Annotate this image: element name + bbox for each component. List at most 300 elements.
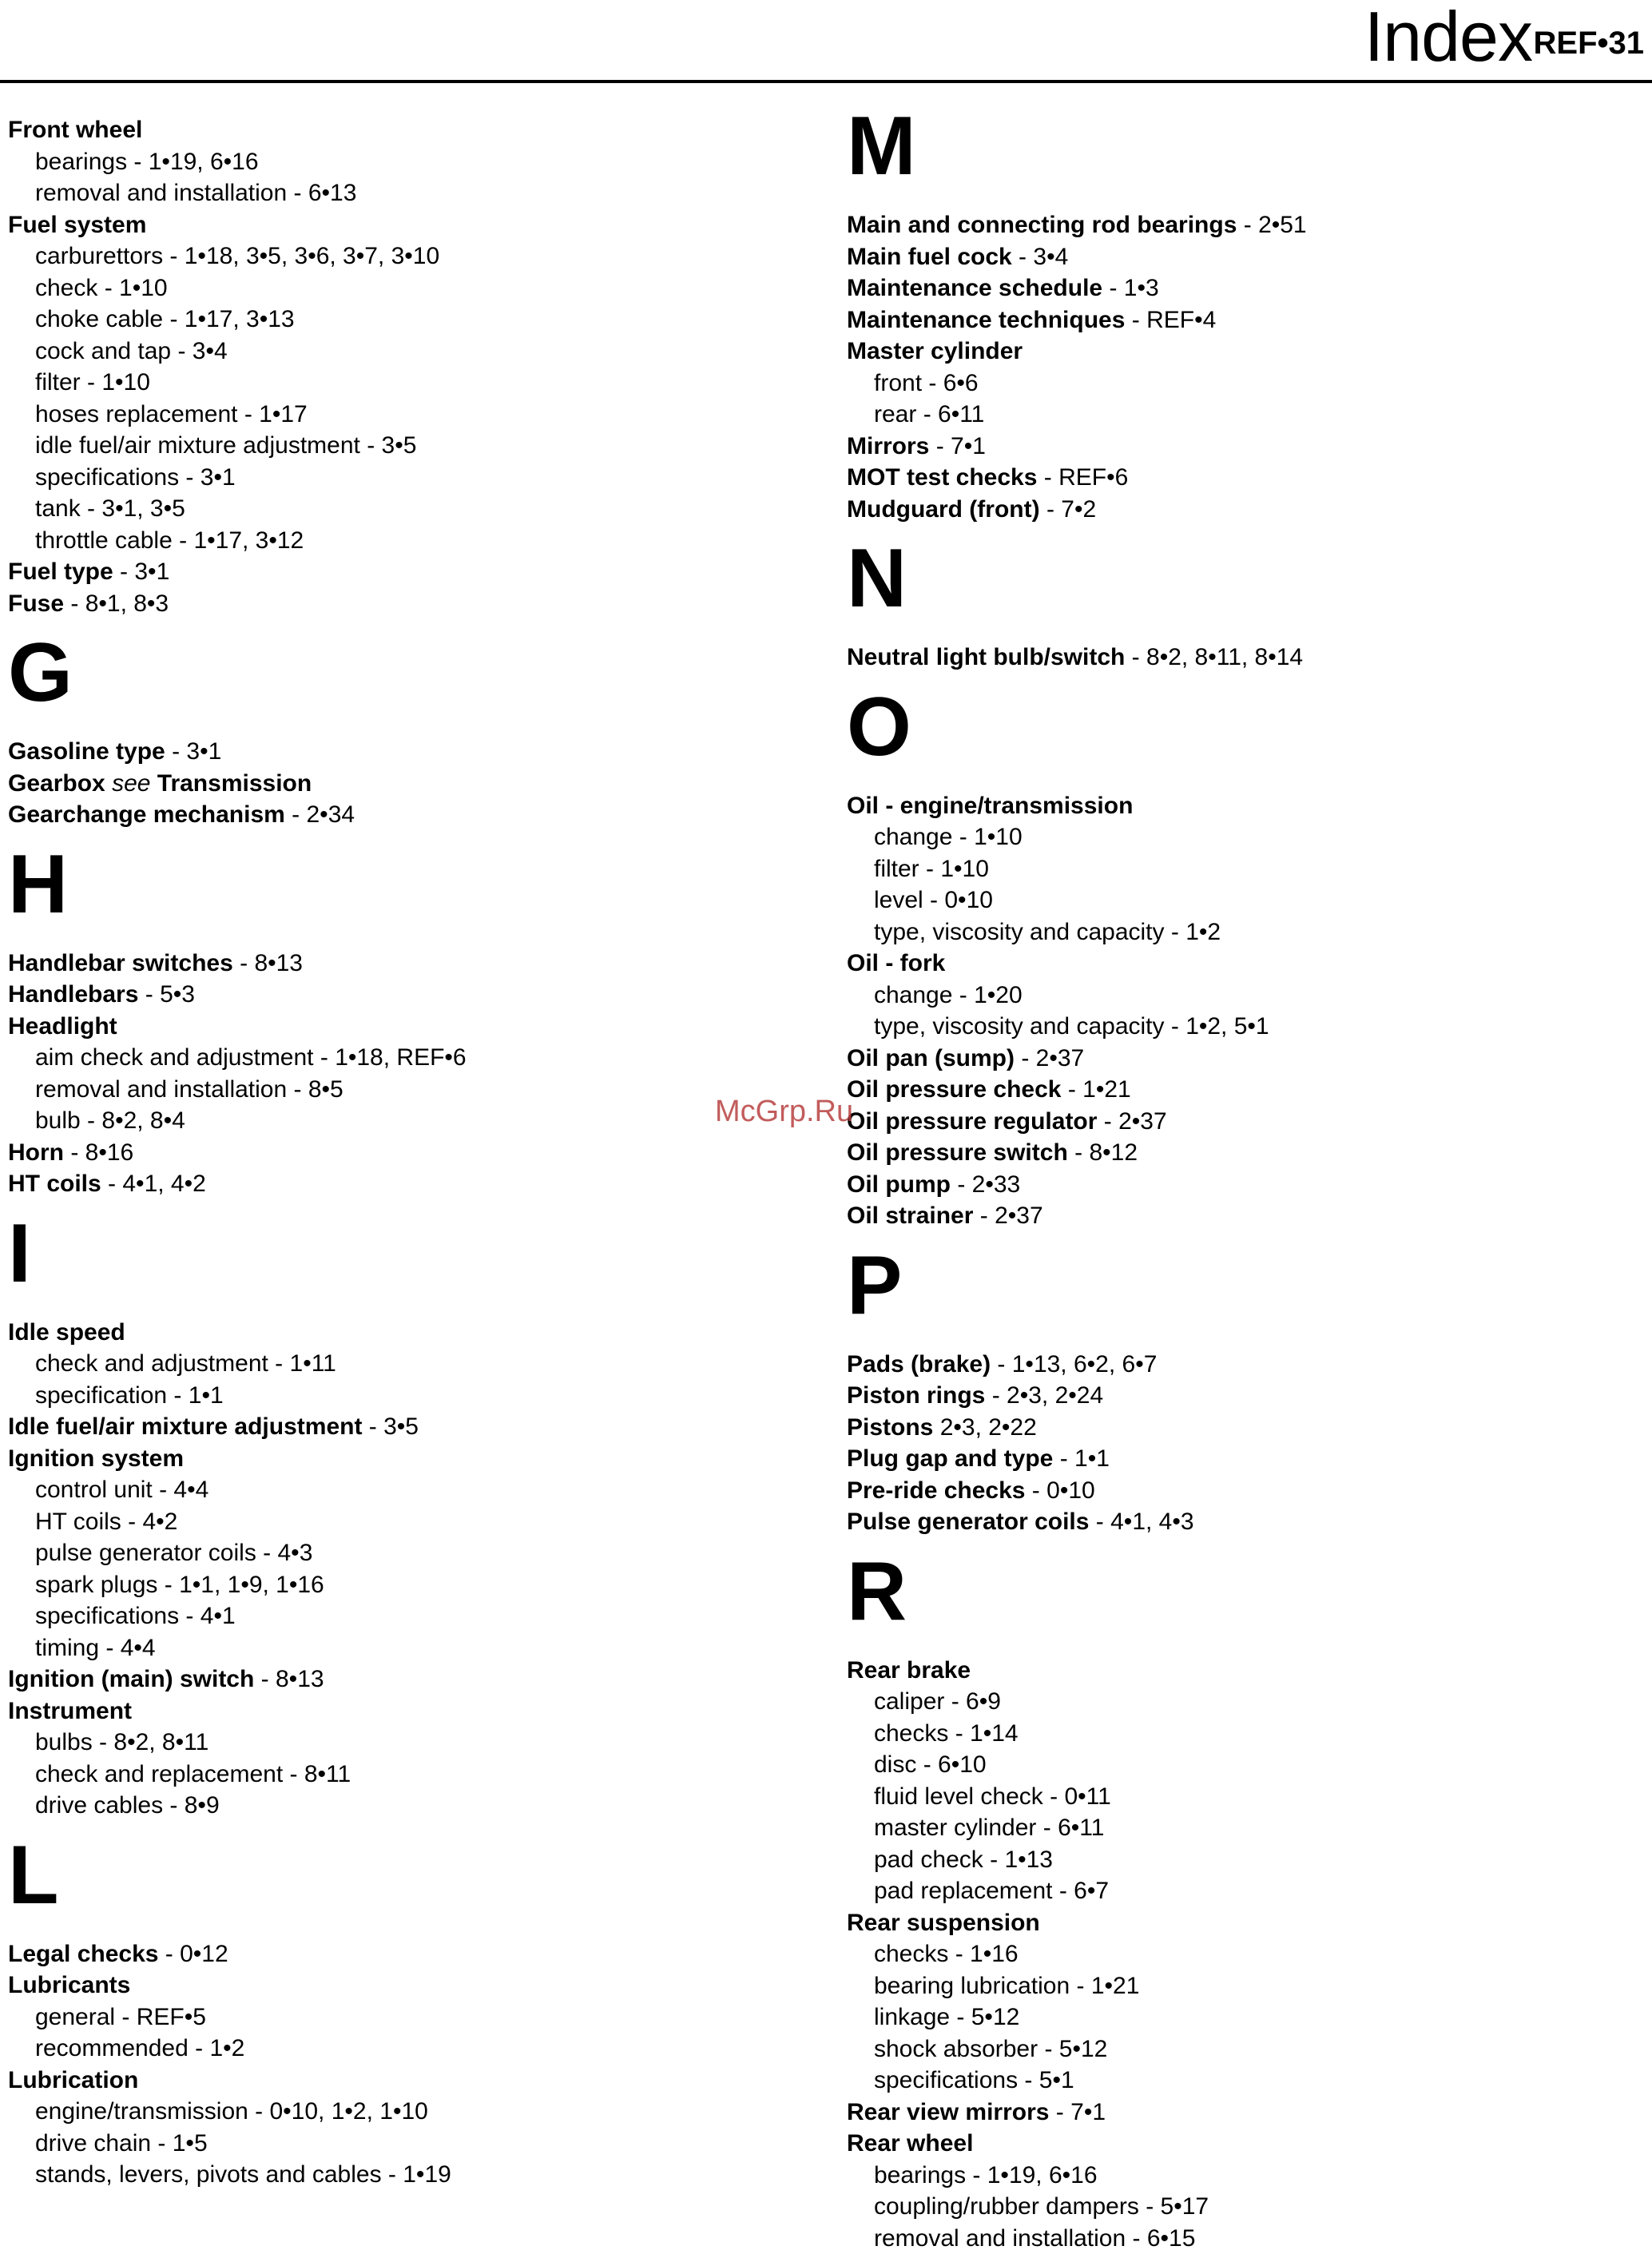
- index-term: Fuel type: [8, 559, 113, 585]
- page-reference: 8•12: [1089, 1139, 1138, 1166]
- index-term: filter: [35, 369, 81, 396]
- index-entry: [847, 336, 1646, 368]
- index-term: Rear wheel: [847, 2130, 973, 2157]
- page-reference: REF•31: [1534, 27, 1645, 59]
- page-reference: 1•13, 6•2, 6•7: [1012, 1351, 1158, 1377]
- index-subentry: master cylinder - 6•11: [847, 1812, 1646, 1844]
- page-reference: 1•16: [970, 1941, 1019, 1967]
- index-subentry: shock absorber - 5•12: [847, 2033, 1646, 2065]
- page-reference: 1•21: [1091, 1973, 1140, 1999]
- index-term: pulse generator coils: [35, 1540, 256, 1566]
- page-reference: REF•6: [1058, 464, 1128, 491]
- index-term: bearing lubrication: [874, 1973, 1070, 1999]
- index-subentry: disc - 6•10: [847, 1749, 1646, 1781]
- index-term: bearings: [874, 2162, 966, 2188]
- index-entry: [847, 1412, 1646, 1444]
- index-term: caliper: [874, 1688, 944, 1715]
- page-reference: 0•10: [944, 887, 993, 913]
- index-subentry: removal and installation - 6•13: [8, 177, 807, 209]
- page-reference: 5•12: [971, 2004, 1020, 2030]
- page-reference: 1•2: [209, 2035, 244, 2061]
- page-reference: 3•1: [186, 738, 221, 765]
- index-term: Rear suspension: [847, 1910, 1040, 1936]
- page-reference: 1•10: [119, 275, 168, 301]
- page-reference: 1•10: [974, 824, 1023, 850]
- index-term: Rear brake: [847, 1657, 971, 1684]
- page-reference: 2•3, 2•22: [940, 1414, 1037, 1441]
- index-entry: Oil pan (sump) - 2•37: [847, 1043, 1646, 1075]
- index-entry: [847, 2128, 1646, 2160]
- index-term: Oil - engine/transmission: [847, 793, 1133, 819]
- index-subentry: front - 6•6: [847, 368, 1646, 400]
- index-term: pad check: [874, 1847, 983, 1873]
- index-term: level: [874, 887, 923, 913]
- index-term: Maintenance techniques: [847, 307, 1125, 333]
- index-entry: Handlebar switches - 8•13: [8, 948, 807, 980]
- page-title: Index: [1364, 0, 1532, 77]
- page-reference: 3•1: [134, 559, 169, 585]
- index-term: checks: [874, 1720, 948, 1747]
- page-reference: 1•14: [970, 1720, 1019, 1747]
- index-subentry: idle fuel/air mixture adjustment - 3•5: [8, 430, 807, 462]
- index-term: change: [874, 982, 952, 1008]
- index-term: aim check and adjustment: [35, 1044, 314, 1071]
- index-term: Oil pressure check: [847, 1076, 1061, 1103]
- index-subentry: checks - 1•14: [847, 1718, 1646, 1750]
- page-reference: 0•12: [180, 1941, 228, 1967]
- page-reference: 8•16: [85, 1139, 134, 1166]
- page-reference: 1•20: [974, 982, 1023, 1008]
- index-term: hoses replacement: [35, 401, 237, 427]
- index-term: Pistons: [847, 1414, 933, 1441]
- index-column-left: [8, 114, 807, 2191]
- index-entry: MOT test checks - REF•6: [847, 462, 1646, 494]
- index-term: Oil pressure regulator: [847, 1108, 1097, 1135]
- index-term: Pads (brake): [847, 1351, 991, 1377]
- index-term: engine/transmission: [35, 2098, 248, 2125]
- index-subentry: pulse generator coils - 4•3: [8, 1537, 807, 1569]
- index-term: carburettors: [35, 243, 163, 269]
- index-entry: Pre-ride checks - 0•10: [847, 1475, 1646, 1507]
- page-reference: 1•18, REF•6: [335, 1044, 466, 1071]
- page-reference: 4•1, 4•3: [1110, 1509, 1193, 1535]
- index-term: pad replacement: [874, 1878, 1052, 1904]
- index-subentry: caliper - 6•9: [847, 1686, 1646, 1718]
- page-reference: 5•1: [1039, 2067, 1074, 2093]
- index-term: check and replacement: [35, 1761, 283, 1787]
- index-term: drive chain: [35, 2130, 151, 2157]
- section-letter: H: [8, 842, 807, 938]
- page-reference: 1•18, 3•5, 3•6, 3•7, 3•10: [185, 243, 439, 269]
- index-term: front: [874, 370, 922, 396]
- index-term: Horn: [8, 1139, 64, 1166]
- index-subentry: choke cable - 1•17, 3•13: [8, 304, 807, 336]
- index-subentry: pad replacement - 6•7: [847, 1875, 1646, 1907]
- page-reference: 1•19, 6•16: [149, 149, 259, 175]
- index-term: general: [35, 2004, 115, 2030]
- page-reference: 4•1, 4•2: [122, 1171, 205, 1197]
- index-subentry: specifications - 5•1: [847, 2065, 1646, 2097]
- index-subentry: HT coils - 4•2: [8, 1506, 807, 1538]
- index-subentry: change - 1•20: [847, 980, 1646, 1012]
- index-term: tank: [35, 495, 81, 522]
- index-term: master cylinder: [874, 1815, 1036, 1841]
- index-term: Lubricants: [8, 1972, 130, 1998]
- page-reference: 2•37: [1118, 1108, 1167, 1135]
- index-term: Oil strainer: [847, 1203, 973, 1229]
- index-subentry: bulb - 8•2, 8•4: [8, 1105, 807, 1137]
- index-term: check and adjustment: [35, 1350, 268, 1377]
- index-subentry: hoses replacement - 1•17: [8, 399, 807, 431]
- index-subentry: filter - 1•10: [847, 853, 1646, 885]
- index-entry: Mudguard (front) - 7•2: [847, 494, 1646, 526]
- index-term: Piston rings: [847, 1382, 985, 1409]
- page-reference: 4•4: [121, 1635, 156, 1661]
- index-entry: Maintenance schedule - 1•3: [847, 272, 1646, 304]
- index-term: Mirrors: [847, 433, 929, 459]
- index-entry: Ignition (main) switch - 8•13: [8, 1664, 807, 1695]
- page-reference: 8•2, 8•11: [113, 1729, 208, 1755]
- index-entry: Oil pump - 2•33: [847, 1169, 1646, 1201]
- index-entry: Fuel type - 3•1: [8, 556, 807, 588]
- index-subentry: coupling/rubber dampers - 5•17: [847, 2191, 1646, 2223]
- index-entry: Legal checks - 0•12: [8, 1938, 807, 1970]
- index-term: Pre-ride checks: [847, 1477, 1025, 1504]
- index-term: type, viscosity and capacity: [874, 1013, 1165, 1040]
- index-term: Oil - fork: [847, 950, 945, 976]
- index-entry: [8, 1695, 807, 1727]
- index-term: Gearbox: [8, 770, 105, 797]
- index-entry: Oil pressure check - 1•21: [847, 1074, 1646, 1106]
- page-reference: 3•5: [383, 1413, 419, 1440]
- index-entry: [8, 1443, 807, 1475]
- index-entry: [847, 1655, 1646, 1687]
- section-letter: R: [847, 1549, 1646, 1645]
- index-subentry: timing - 4•4: [8, 1632, 807, 1664]
- index-term: shock absorber: [874, 2036, 1038, 2062]
- index-term: coupling/rubber dampers: [874, 2193, 1139, 2220]
- page-reference: 1•10: [940, 856, 989, 882]
- index-term: specification: [35, 1382, 167, 1409]
- index-term: specifications: [874, 2067, 1018, 2093]
- index-term: Oil pressure switch: [847, 1139, 1068, 1166]
- page-reference: 8•2, 8•4: [101, 1107, 185, 1134]
- page-reference: 8•1, 8•3: [85, 590, 169, 617]
- index-entry: Piston rings - 2•3, 2•24: [847, 1380, 1646, 1412]
- index-term: control unit: [35, 1477, 153, 1503]
- index-term: bearings: [35, 149, 127, 175]
- index-subentry: general - REF•5: [8, 2002, 807, 2033]
- section-letter: M: [847, 104, 1646, 200]
- page-reference: 5•3: [160, 981, 195, 1008]
- page-reference: 0•10: [1046, 1477, 1095, 1504]
- watermark: McGrp.Ru: [715, 1095, 853, 1129]
- index-column-right: [847, 104, 1646, 2254]
- page-reference: 1•3: [1124, 275, 1159, 301]
- index-subentry: drive chain - 1•5: [8, 2128, 807, 2160]
- index-entry: [8, 1970, 807, 2002]
- index-term: bulbs: [35, 1729, 93, 1755]
- page-reference: 8•11: [304, 1761, 351, 1787]
- page-reference: 0•11: [1064, 1783, 1110, 1810]
- index-subentry: check and replacement - 8•11: [8, 1759, 807, 1791]
- index-term: Front wheel: [8, 117, 142, 143]
- index-subentry: bulbs - 8•2, 8•11: [8, 1727, 807, 1759]
- page-reference: 7•2: [1061, 496, 1096, 523]
- index-term: Master cylinder: [847, 338, 1023, 364]
- index-term: removal and installation: [35, 1076, 287, 1103]
- index-term: Maintenance schedule: [847, 275, 1102, 301]
- index-term: type, viscosity and capacity: [874, 919, 1165, 945]
- index-subentry: removal and installation - 8•5: [8, 1074, 807, 1106]
- page-reference: 1•2, 5•1: [1185, 1013, 1269, 1040]
- index-entry: Mirrors - 7•1: [847, 431, 1646, 463]
- page-reference: 3•4: [1033, 244, 1068, 270]
- index-subentry: drive cables - 8•9: [8, 1790, 807, 1822]
- index-term: Main fuel cock: [847, 244, 1012, 270]
- see-reference: see: [112, 770, 150, 797]
- index-subentry: change - 1•10: [847, 821, 1646, 853]
- index-subentry: check and adjustment - 1•11: [8, 1348, 807, 1380]
- index-term: Gasoline type: [8, 738, 165, 765]
- page-reference: 6•10: [938, 1751, 987, 1778]
- index-entry: [847, 948, 1646, 980]
- page-reference: 2•37: [995, 1203, 1043, 1229]
- page-reference: 2•3, 2•24: [1007, 1382, 1103, 1409]
- index-subentry: checks - 1•16: [847, 1938, 1646, 1970]
- page-reference: 1•10: [101, 369, 150, 396]
- index-term: rear: [874, 401, 916, 427]
- page-reference: 2•34: [307, 801, 355, 828]
- page-reference: 1•1: [189, 1382, 224, 1409]
- index-term: filter: [874, 856, 919, 882]
- section-letter: O: [847, 685, 1646, 781]
- index-subentry: specification - 1•1: [8, 1380, 807, 1412]
- page-reference: 1•17: [259, 401, 308, 427]
- index-entry: Plug gap and type - 1•1: [847, 1443, 1646, 1475]
- index-term: Headlight: [8, 1013, 117, 1040]
- page-reference: 0•10, 1•2, 1•10: [269, 2098, 427, 2125]
- index-entry: Rear view mirrors - 7•1: [847, 2097, 1646, 2129]
- index-subentry: engine/transmission - 0•10, 1•2, 1•10: [8, 2096, 807, 2128]
- index-term: MOT test checks: [847, 464, 1037, 491]
- index-term: recommended: [35, 2035, 189, 2061]
- index-term: Plug gap and type: [847, 1445, 1053, 1472]
- page-reference: 1•5: [173, 2130, 208, 2157]
- index-term: Main and connecting rod bearings: [847, 212, 1237, 238]
- index-subentry: fluid level check - 0•11: [847, 1781, 1646, 1813]
- index-entry: [8, 114, 807, 146]
- index-term: Idle speed: [8, 1319, 125, 1346]
- index-entry: Idle fuel/air mixture adjustment - 3•5: [8, 1411, 807, 1443]
- index-subentry: aim check and adjustment - 1•18, REF•6: [8, 1042, 807, 1074]
- index-term: idle fuel/air mixture adjustment: [35, 432, 360, 459]
- index-entry: Pads (brake) - 1•13, 6•2, 6•7: [847, 1349, 1646, 1381]
- page-reference: REF•5: [137, 2004, 206, 2030]
- index-subentry: linkage - 5•12: [847, 2002, 1646, 2033]
- index-term: throttle cable: [35, 527, 173, 554]
- index-term: Fuse: [8, 590, 64, 617]
- index-subentry: level - 0•10: [847, 885, 1646, 916]
- page-reference: 6•6: [943, 370, 979, 396]
- index-term: Idle fuel/air mixture adjustment: [8, 1413, 362, 1440]
- index-term: Lubrication: [8, 2067, 138, 2093]
- section-letter: N: [847, 536, 1646, 632]
- page-reference: 1•17, 3•12: [193, 527, 304, 554]
- page-reference: 6•9: [966, 1688, 1001, 1715]
- index-entry: [8, 1011, 807, 1043]
- index-entry: HT coils - 4•1, 4•2: [8, 1168, 807, 1200]
- index-entry: Main fuel cock - 3•4: [847, 241, 1646, 273]
- page-reference: 7•1: [1070, 2099, 1106, 2125]
- index-term: Pulse generator coils: [847, 1509, 1089, 1535]
- page-reference: 4•1: [201, 1603, 236, 1629]
- page-reference: 7•1: [951, 433, 986, 459]
- page-reference: 3•1: [201, 464, 236, 491]
- page-reference: 4•3: [278, 1540, 313, 1566]
- index-term: checks: [874, 1941, 948, 1967]
- index-subentry: cock and tap - 3•4: [8, 336, 807, 368]
- index-subentry: specifications - 3•1: [8, 462, 807, 494]
- index-term: specifications: [35, 464, 179, 491]
- page-reference: 1•1: [1074, 1445, 1110, 1472]
- index-term: Gearchange mechanism: [8, 801, 285, 828]
- index-subentry: control unit - 4•4: [8, 1474, 807, 1506]
- page-header: [0, 0, 1652, 86]
- index-subentry: specifications - 4•1: [8, 1600, 807, 1632]
- page-reference: 6•13: [308, 180, 357, 206]
- index-subentry: bearings - 1•19, 6•16: [847, 2160, 1646, 2192]
- page-reference: 5•12: [1059, 2036, 1108, 2062]
- index-entry: Oil pressure regulator - 2•37: [847, 1106, 1646, 1138]
- index-term: timing: [35, 1635, 99, 1661]
- index-term: linkage: [874, 2004, 950, 2030]
- index-term: choke cable: [35, 306, 163, 332]
- index-term: cock and tap: [35, 338, 171, 364]
- index-term: Instrument: [8, 1698, 132, 1724]
- page-reference: 6•11: [938, 401, 984, 427]
- index-subentry: spark plugs - 1•1, 1•9, 1•16: [8, 1569, 807, 1601]
- index-subentry: bearing lubrication - 1•21: [847, 1970, 1646, 2002]
- index-subentry: check - 1•10: [8, 272, 807, 304]
- index-subentry: bearings - 1•19, 6•16: [8, 146, 807, 178]
- header-divider: [0, 80, 1652, 83]
- page-reference: 1•11: [290, 1350, 336, 1377]
- index-subentry: type, viscosity and capacity - 1•2: [847, 916, 1646, 948]
- index-entry: [8, 2065, 807, 2097]
- index-term: specifications: [35, 1603, 179, 1629]
- page-reference: 1•17, 3•13: [185, 306, 295, 332]
- index-term: Ignition system: [8, 1445, 184, 1472]
- index-subentry: filter - 1•10: [8, 367, 807, 399]
- index-term: Oil pan (sump): [847, 1045, 1015, 1071]
- index-term: Rear view mirrors: [847, 2099, 1049, 2125]
- index-term: Mudguard (front): [847, 496, 1040, 523]
- index-term: bulb: [35, 1107, 81, 1134]
- index-entry: [8, 1317, 807, 1349]
- index-subentry: tank - 3•1, 3•5: [8, 493, 807, 525]
- page-reference: 3•5: [382, 432, 417, 459]
- section-letter: G: [8, 630, 807, 726]
- index-entry: Oil strainer - 2•37: [847, 1200, 1646, 1232]
- page-reference: 8•13: [254, 950, 303, 976]
- index-subentry: stands, levers, pivots and cables - 1•19: [8, 2159, 807, 2191]
- page-reference: 1•13: [1004, 1847, 1053, 1873]
- page-reference: 8•5: [308, 1076, 344, 1103]
- index-term: stands, levers, pivots and cables: [35, 2161, 382, 2188]
- page-reference: 6•15: [1147, 2225, 1196, 2252]
- page-reference: REF•4: [1146, 307, 1216, 333]
- index-term: check: [35, 275, 97, 301]
- index-term: change: [874, 824, 952, 850]
- index-entry: [847, 790, 1646, 822]
- index-term: Fuel system: [8, 212, 146, 238]
- page-reference: 6•11: [1058, 1815, 1104, 1841]
- index-entry: [8, 768, 807, 800]
- index-term: removal and installation: [35, 180, 287, 206]
- index-subentry: throttle cable - 1•17, 3•12: [8, 525, 807, 557]
- index-entry: Handlebars - 5•3: [8, 979, 807, 1011]
- page-reference: 4•4: [173, 1477, 208, 1503]
- index-term: Ignition (main) switch: [8, 1666, 254, 1692]
- index-subentry: type, viscosity and capacity - 1•2, 5•1: [847, 1011, 1646, 1043]
- index-term: Handlebar switches: [8, 950, 233, 976]
- page-reference: 1•21: [1082, 1076, 1131, 1103]
- page-reference: 2•51: [1258, 212, 1307, 238]
- index-term: spark plugs: [35, 1572, 157, 1598]
- index-term: Oil pump: [847, 1171, 951, 1198]
- section-letter: P: [847, 1243, 1646, 1339]
- index-term: HT coils: [8, 1171, 101, 1197]
- index-entry: Fuse - 8•1, 8•3: [8, 588, 807, 620]
- index-term: disc: [874, 1751, 916, 1778]
- page-reference: 5•17: [1161, 2193, 1209, 2220]
- section-letter: L: [8, 1833, 807, 1929]
- page-reference: 8•2, 8•11, 8•14: [1146, 644, 1303, 670]
- index-term: HT coils: [35, 1509, 121, 1535]
- index-term: drive cables: [35, 1792, 163, 1819]
- page-reference: 8•13: [276, 1666, 324, 1692]
- page-reference: 1•2: [1185, 919, 1221, 945]
- page-reference: 4•2: [142, 1509, 177, 1535]
- index-entry: Maintenance techniques - REF•4: [847, 304, 1646, 336]
- index-entry: Main and connecting rod bearings - 2•51: [847, 209, 1646, 241]
- index-entry: Pulse generator coils - 4•1, 4•3: [847, 1506, 1646, 1538]
- index-subentry: removal and installation - 6•15: [847, 2223, 1646, 2254]
- page-reference: 1•19: [403, 2161, 451, 2188]
- index-subentry: pad check - 1•13: [847, 1844, 1646, 1876]
- page-reference: 2•37: [1036, 1045, 1085, 1071]
- index-entry: [847, 1907, 1646, 1939]
- index-term: Neutral light bulb/switch: [847, 644, 1125, 670]
- page-reference: 8•9: [185, 1792, 220, 1819]
- page-reference: 2•33: [972, 1171, 1021, 1198]
- see-target: Transmission: [157, 770, 312, 797]
- index-term: removal and installation: [874, 2225, 1126, 2252]
- index-entry: Gasoline type - 3•1: [8, 736, 807, 768]
- index-term: Legal checks: [8, 1941, 158, 1967]
- page-reference: 1•1, 1•9, 1•16: [179, 1572, 324, 1598]
- index-entry: Horn - 8•16: [8, 1137, 807, 1169]
- index-term: Handlebars: [8, 981, 138, 1008]
- page-reference: 3•4: [193, 338, 228, 364]
- index-subentry: recommended - 1•2: [8, 2033, 807, 2065]
- section-letter: I: [8, 1211, 807, 1307]
- page-reference: 3•1, 3•5: [101, 495, 185, 522]
- index-subentry: carburettors - 1•18, 3•5, 3•6, 3•7, 3•10: [8, 241, 807, 272]
- index-term: fluid level check: [874, 1783, 1043, 1810]
- index-entry: [8, 209, 807, 241]
